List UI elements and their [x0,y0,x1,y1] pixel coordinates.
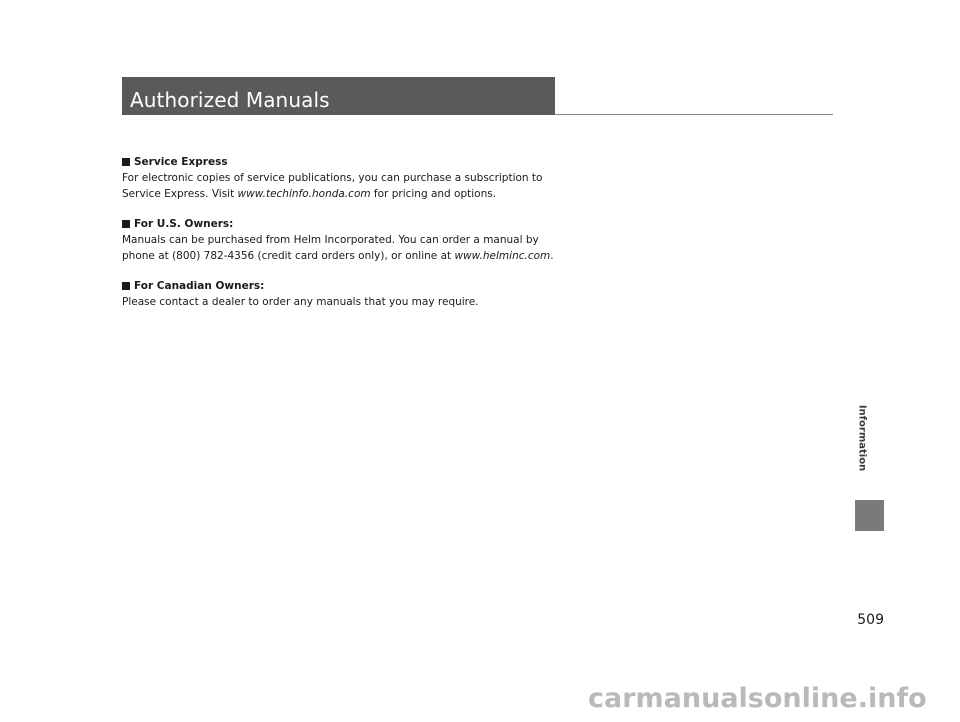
section-paragraph [122,232,562,264]
paragraph-text-end: for pricing and options. [370,188,497,200]
watermark: carmanualsonline.info [588,683,927,714]
page-title: Authorized Manuals [130,88,330,112]
section-heading-label: Service Express [134,156,228,168]
section-heading [122,154,562,170]
page-number: 509 [857,612,884,628]
section-us-owners [122,216,562,264]
chapter-side-label: Information [856,404,868,472]
section-paragraph [122,294,562,310]
section-heading [122,278,562,294]
square-bullet-icon [122,220,130,228]
paragraph-text: Manuals can be purchased from Helm Incorporated. You can order a manual by phone at (800) 782-4356 (credit card orders only), or online at [122,234,539,262]
section-heading [122,216,562,232]
paragraph-text: For electronic copies of service publications, you can purchase a subscription to Service Express. Visit [122,172,543,200]
techinfo-link[interactable]: www.techinfo.honda.com [237,188,371,200]
paragraph-text-end: . [550,250,554,262]
paragraph-text: Please contact a dealer to order any manuals that you may require. [122,296,479,308]
content-body [122,154,562,324]
section-service-express [122,154,562,202]
section-canadian-owners [122,278,562,310]
section-heading-label: For Canadian Owners: [134,280,265,292]
chapter-side-tab[interactable] [855,500,884,531]
section-paragraph [122,170,562,202]
square-bullet-icon [122,282,130,290]
section-heading-label: For U.S. Owners: [134,218,234,230]
square-bullet-icon [122,158,130,166]
section-title-bar [122,77,555,115]
helminc-link[interactable]: www.helminc.com [454,250,551,262]
title-rule [555,114,833,115]
